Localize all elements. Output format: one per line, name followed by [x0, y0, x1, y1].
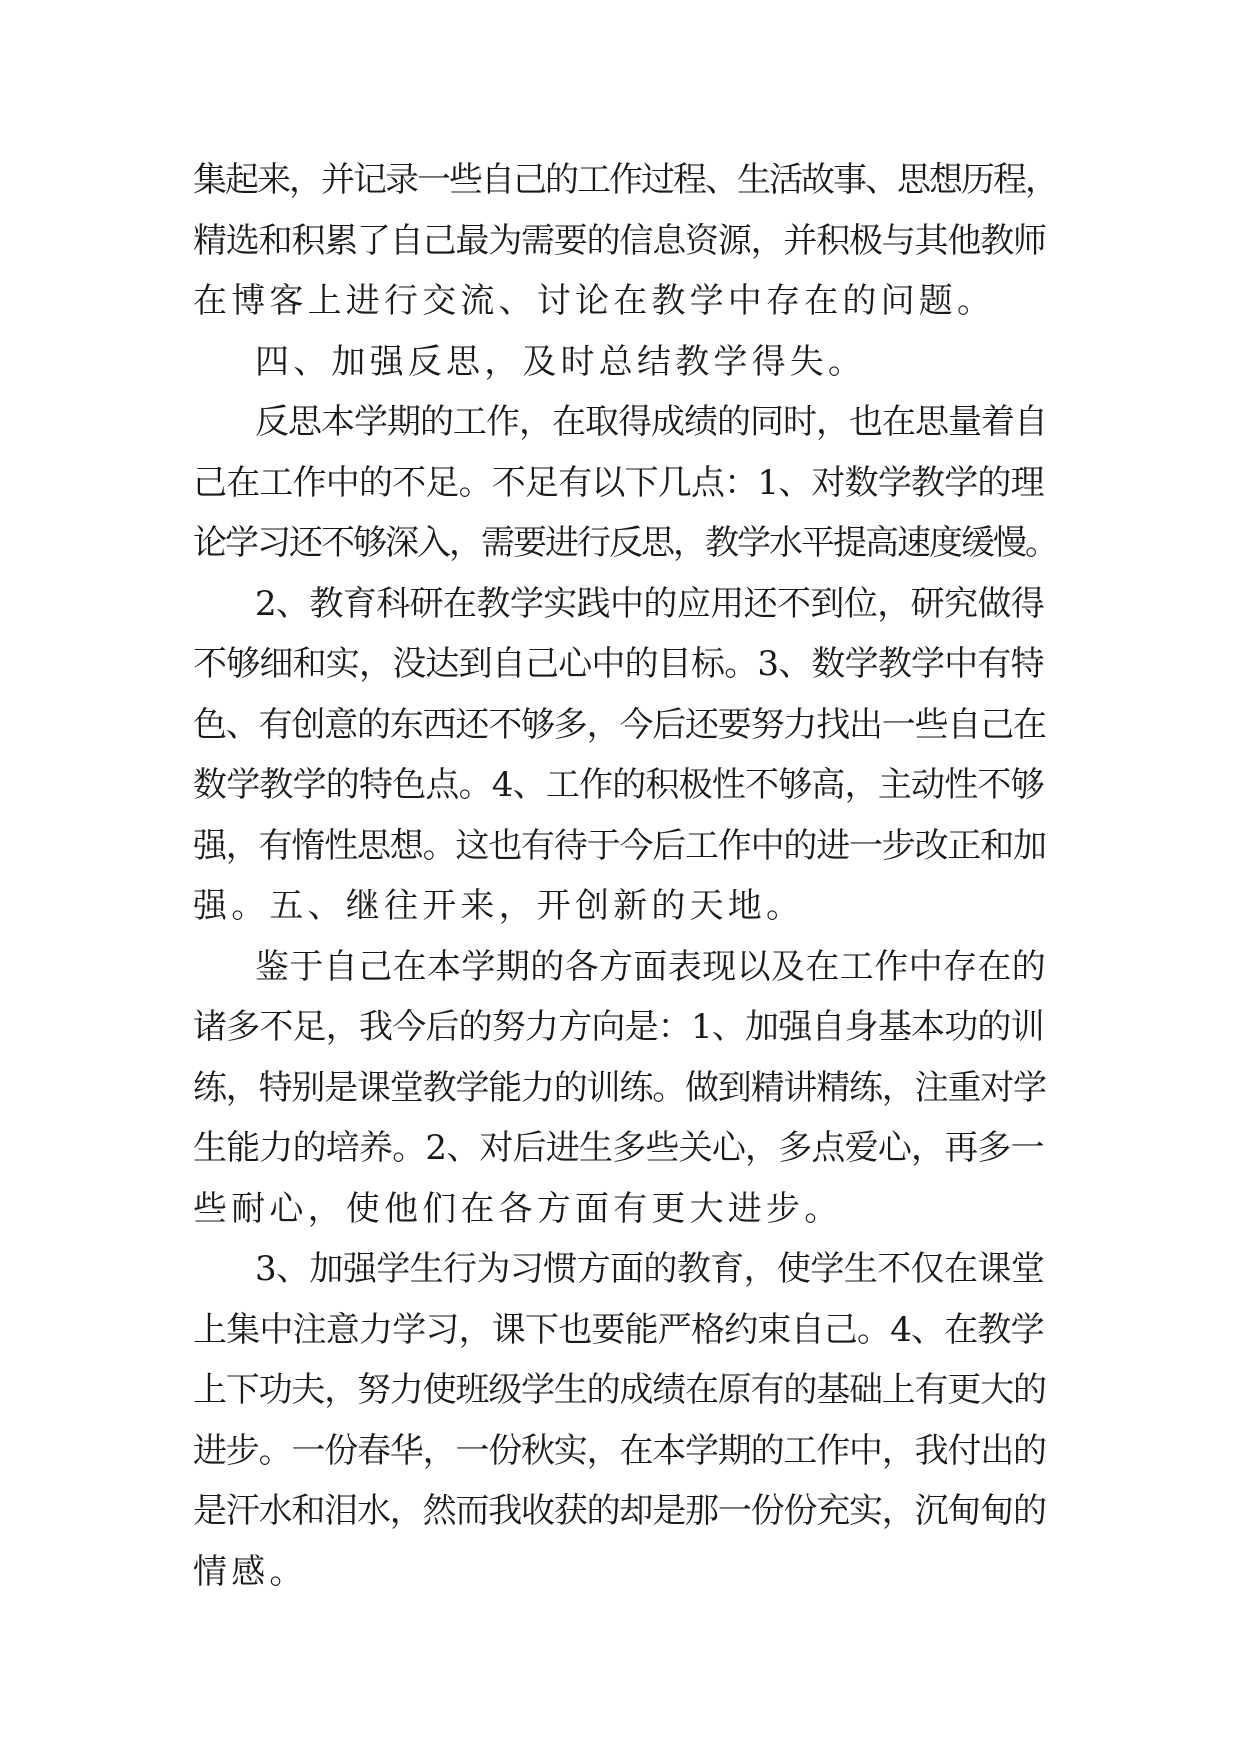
text-line: 上集中注意力学习，课下也要能严格约束自己。4、在教学 — [193, 1309, 1044, 1350]
text-line: 在博客上进行交流、讨论在教学中存在的问题。 — [193, 281, 996, 321]
text-line: 进步。一份春华，一份秋实，在本学期的工作中，我付出的 — [193, 1430, 1046, 1471]
text-line: 色、有创意的东西还不够多，今后还要努力找出一些自己在 — [193, 704, 1046, 745]
text-line: 生能力的培养。2、对后进生多些关心，多点爱心，再多一 — [193, 1128, 1044, 1168]
text-line: 强。五、继往开来，开创新的天地。 — [193, 886, 805, 926]
text-line: 不够细和实，没达到自己心中的目标。3、数学教学中有特 — [193, 644, 1044, 684]
text-line: 鉴于自己在本学期的各方面表现以及在工作中存在的 — [255, 946, 1047, 987]
text-line: 精选和积累了自己最为需要的信息资源，并积极与其他教师 — [193, 220, 1046, 261]
section-heading: 四、加强反思，及时总结教学得失。 — [255, 341, 867, 382]
text-line: 上下功夫，努力使班级学生的成绩在原有的基础上有更大的 — [193, 1370, 1046, 1410]
text-line: 是汗水和泪水，然而我收获的却是那一份份充实，沉甸甸的 — [193, 1491, 1046, 1531]
text-line: 反思本学期的工作，在取得成绩的同时，也在思量着自 — [255, 402, 1047, 442]
text-line: 练，特别是课堂教学能力的训练。做到精讲精练，注重对学 — [193, 1067, 1046, 1108]
text-line: 强，有惰性思想。这也有待于今后工作中的进一步改正和加 — [193, 825, 1046, 866]
text-line: 情感。 — [193, 1551, 308, 1592]
text-line: 集起来，并记录一些自己的工作过程、生活故事、思想历程， — [193, 160, 1057, 200]
document-page — [193, 150, 1057, 1602]
text-line: 己在工作中的不足。不足有以下几点：1、对数学教学的理 — [193, 462, 1044, 503]
text-line: 数学教学的特色点。4、工作的积极性不够高，主动性不够 — [193, 765, 1044, 805]
text-line: 诸多不足，我今后的努力方向是：1、加强自身基本功的训 — [193, 1007, 1044, 1047]
text-line: 2、教育科研在教学实践中的应用还不到位，研究做得 — [255, 583, 1045, 624]
text-line: 些耐心，使他们在各方面有更大进步。 — [193, 1188, 843, 1229]
text-line: 论学习还不够深入，需要进行反思，教学水平提高速度缓慢。 — [193, 523, 1057, 563]
text-line: 3、加强学生行为习惯方面的教育，使学生不仅在课堂 — [255, 1249, 1045, 1289]
